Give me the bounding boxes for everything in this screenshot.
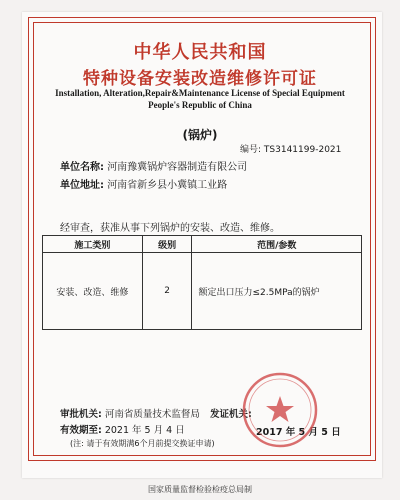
approval-authority-label: 审批机关: xyxy=(60,409,102,420)
header-range: 范围/参数 xyxy=(192,236,362,253)
title-cn-license: 特种设备安装改造维修许可证 xyxy=(83,69,317,89)
cell-range: 额定出口压力≤2.5MPa的锅炉 xyxy=(192,253,362,330)
unit-name-label: 单位名称: xyxy=(60,162,104,173)
header-level: 级别 xyxy=(142,236,192,253)
title-en-country: People's Republic of China xyxy=(148,100,252,110)
bottom-organization: 国家质量监督检验检疫总局制 xyxy=(148,485,252,494)
header-construction-type: 施工类别 xyxy=(43,236,143,253)
scope-table xyxy=(42,235,362,330)
title-cn-country: 中华人民共和国 xyxy=(133,42,267,63)
issue-date: 2017 年 5 月 5 日 xyxy=(256,427,341,438)
renewal-note: (注: 请于有效期满6个月前提交换证申请) xyxy=(70,439,215,448)
unit-name-row xyxy=(60,158,247,173)
license-number-value: TS3141199-2021 xyxy=(263,145,342,155)
cell-construction-type: 安装、改造、维修 xyxy=(43,253,143,330)
approval-authority-value: 河南省质量技术监督局 xyxy=(104,409,200,420)
equipment-type-label: (锅炉) xyxy=(182,128,218,142)
scope-intro-text: 经审查，获准从事下列锅炉的安装、改造、维修。 xyxy=(60,223,280,234)
valid-until-label: 有效期至: xyxy=(60,425,102,436)
official-seal-icon xyxy=(240,370,320,450)
approval-authority-row xyxy=(60,406,200,420)
license-number xyxy=(240,142,341,155)
unit-address-label: 单位地址: xyxy=(60,180,104,191)
unit-address-row xyxy=(60,176,227,191)
unit-address-value: 河南省新乡县小冀镇工业路 xyxy=(107,180,228,191)
valid-until-row xyxy=(60,422,185,436)
scope-table-header xyxy=(43,236,362,253)
license-number-label: 编号: xyxy=(240,145,262,155)
unit-name-value: 河南豫冀锅炉容器制造有限公司 xyxy=(107,162,248,173)
title-en-license: Installation, Alteration,Repair&Maintenance License of Special Equipment xyxy=(55,88,345,98)
issuing-authority-label: 发证机关: xyxy=(210,409,252,420)
table-row xyxy=(43,253,362,330)
cell-level: 2 xyxy=(142,253,192,330)
valid-until-value: 2021 年 5 月 4 日 xyxy=(104,425,185,436)
